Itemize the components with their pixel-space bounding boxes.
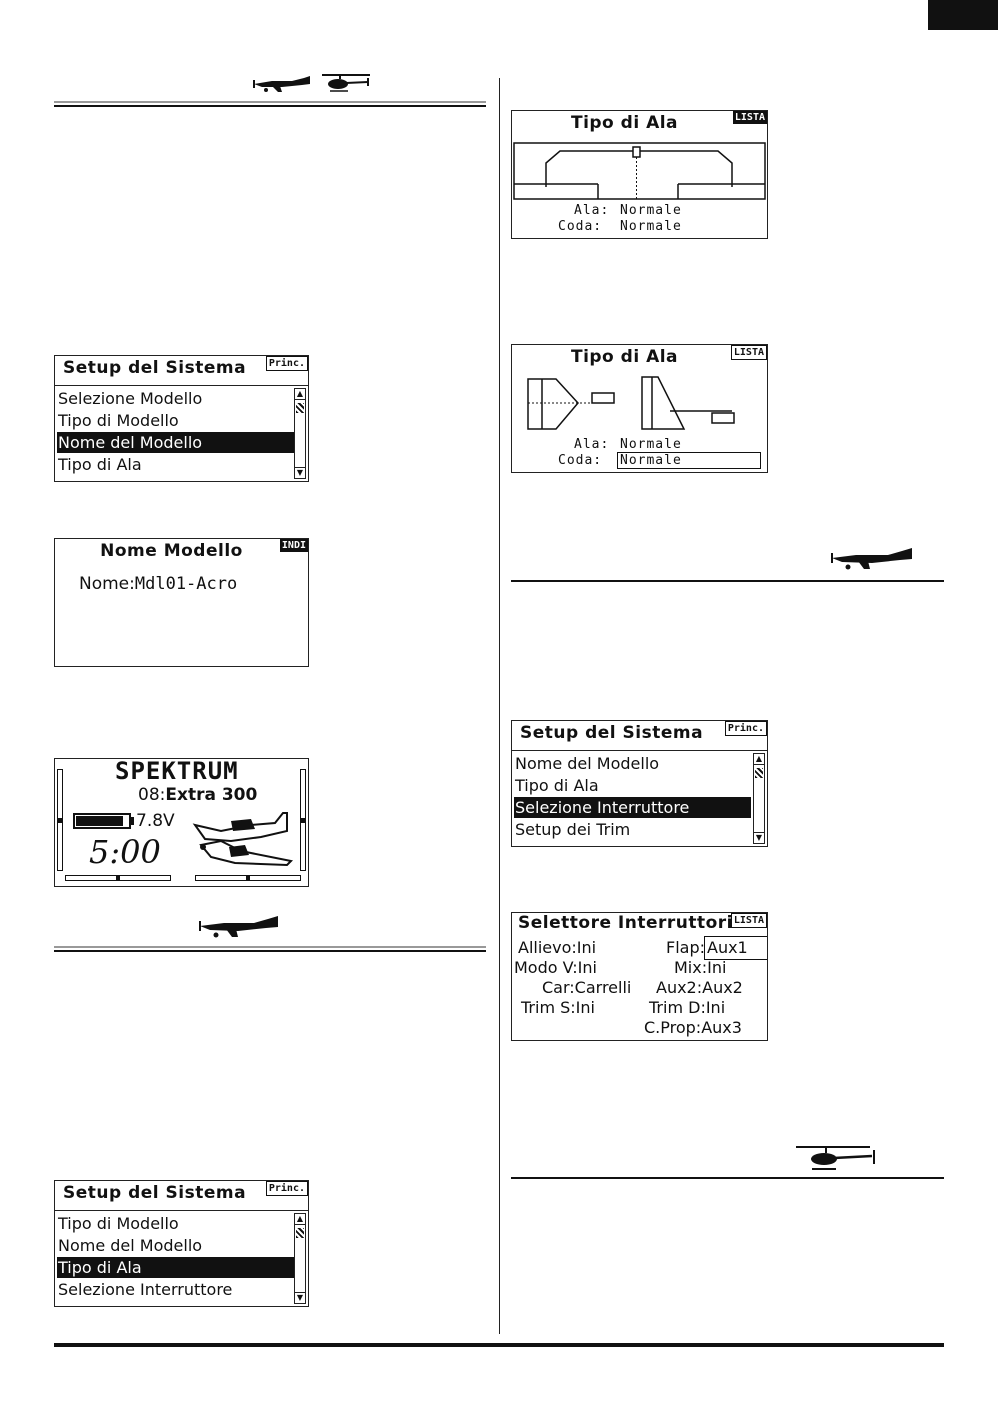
menu-item-selected[interactable]: Tipo di Ala (57, 1257, 294, 1278)
menu-item[interactable]: Tipo di Modello (58, 411, 179, 430)
page-bottom-rule (54, 1343, 944, 1347)
wing-diagram-icon (512, 141, 768, 201)
ala-label: Ala: (574, 203, 610, 218)
menu-item-selected[interactable]: Selezione Interruttore (514, 797, 751, 818)
menu-item[interactable]: Setup dei Trim (515, 820, 631, 839)
airplane-icon (830, 546, 916, 572)
screen-title: Setup del Sistema (63, 358, 247, 378)
wing-type-screen-2 (511, 344, 768, 473)
section-rule (511, 580, 944, 582)
switch-trim-s[interactable]: Trim S:Ini (521, 998, 595, 1017)
brand-logo: SPEKTRUM (115, 758, 239, 785)
model-number: 08: (138, 785, 166, 805)
setup-system-screen-3 (511, 720, 768, 847)
setup-system-screen-1 (54, 355, 309, 482)
switch-selector-screen (511, 912, 768, 1041)
main-screen (54, 758, 309, 887)
princ-badge[interactable]: Princ. (266, 356, 308, 371)
menu-item[interactable]: Tipo di Ala (58, 455, 142, 474)
name-field[interactable] (79, 574, 237, 594)
timer-value: 5:00 (89, 833, 161, 871)
switch-carrelli[interactable]: Car:Carrelli (542, 978, 632, 997)
princ-badge[interactable]: Princ. (266, 1181, 308, 1196)
bottom-trim-left (65, 875, 171, 881)
name-value[interactable]: Mdl01-Acro (134, 574, 238, 594)
model-line (138, 785, 257, 805)
helicopter-icon (318, 72, 374, 94)
switch-modo-v[interactable]: Modo V:Ini (514, 958, 597, 977)
bottom-trim-right (195, 875, 301, 881)
name-label: Nome: (79, 574, 135, 594)
screen-title: Setup del Sistema (520, 723, 704, 743)
scrollbar[interactable] (294, 388, 306, 479)
menu-list (55, 385, 308, 481)
menu-item[interactable]: Nome del Modello (515, 754, 660, 773)
airplane-icon (252, 74, 314, 94)
section-rule (54, 946, 486, 952)
screen-title: Tipo di Ala (570, 347, 679, 367)
menu-item[interactable]: Tipo di Modello (58, 1214, 179, 1233)
screen-title: Setup del Sistema (63, 1183, 247, 1203)
switch-flap-label: Flap: (666, 938, 705, 957)
coda-label: Coda: (558, 453, 603, 468)
scroll-thumb[interactable] (755, 768, 763, 778)
screen-title: Tipo di Ala (570, 113, 679, 133)
battery-fill (76, 816, 123, 826)
battery-tip (131, 817, 134, 825)
screen-title: Selettore Interruttori (518, 913, 733, 933)
coda-value-selected[interactable]: Normale (617, 452, 761, 469)
menu-item[interactable]: Tipo di Ala (515, 776, 599, 795)
scroll-thumb[interactable] (296, 1228, 304, 1238)
menu-list (512, 750, 767, 846)
ala-value[interactable]: Normale (620, 203, 682, 218)
lista-badge[interactable]: LISTA (731, 345, 767, 360)
screen-title: Nome Modello (100, 541, 243, 561)
switch-flap-value[interactable]: Aux1 (704, 936, 768, 960)
lista-badge[interactable]: LISTA (734, 112, 765, 123)
right-trim-bar (300, 769, 306, 871)
switch-aux2[interactable]: Aux2:Aux2 (656, 978, 743, 997)
section-tab (928, 0, 998, 30)
tail-diagram-icon (512, 373, 768, 437)
battery-icon (73, 813, 131, 829)
scroll-down-icon[interactable]: ▼ (296, 468, 304, 477)
switch-c-prop[interactable]: C.Prop:Aux3 (644, 1018, 742, 1037)
switch-allievo[interactable]: Allievo:Ini (518, 938, 597, 957)
section-rule (54, 101, 486, 107)
wing-type-screen-1 (511, 110, 768, 239)
model-name-screen (54, 538, 309, 667)
switch-trim-d[interactable]: Trim D:Ini (649, 998, 726, 1017)
scrollbar[interactable] (294, 1213, 306, 1304)
princ-badge[interactable]: Princ. (725, 721, 767, 736)
voltage-value: 7.8V (136, 811, 175, 831)
ala-value[interactable]: Normale (620, 437, 682, 452)
setup-system-screen-2 (54, 1180, 309, 1307)
switch-mix[interactable]: Mix:Ini (674, 958, 727, 977)
scroll-up-icon[interactable]: ▲ (296, 1214, 304, 1223)
scroll-up-icon[interactable]: ▲ (755, 754, 763, 763)
scroll-thumb[interactable] (296, 403, 304, 413)
scroll-down-icon[interactable]: ▼ (755, 833, 763, 842)
menu-item[interactable]: Selezione Interruttore (58, 1280, 233, 1299)
ala-label: Ala: (574, 437, 610, 452)
model-name: Extra 300 (165, 785, 258, 805)
coda-label: Coda: (558, 219, 603, 234)
menu-list (55, 1210, 308, 1306)
menu-item-selected[interactable]: Nome del Modello (57, 432, 294, 453)
left-trim-bar (57, 769, 63, 871)
section-rule (511, 1177, 944, 1179)
lista-badge[interactable]: LISTA (731, 913, 767, 928)
airplane-model-icon (191, 811, 299, 871)
helicopter-icon (794, 1144, 880, 1172)
column-divider (499, 78, 500, 1334)
menu-item[interactable]: Nome del Modello (58, 1236, 203, 1255)
scrollbar[interactable] (753, 753, 765, 844)
menu-item[interactable]: Selezione Modello (58, 389, 203, 408)
indi-badge[interactable]: INDI (281, 540, 306, 551)
scroll-down-icon[interactable]: ▼ (296, 1293, 304, 1302)
scroll-up-icon[interactable]: ▲ (296, 389, 304, 398)
coda-value[interactable]: Normale (620, 219, 682, 234)
airplane-icon (198, 914, 282, 940)
